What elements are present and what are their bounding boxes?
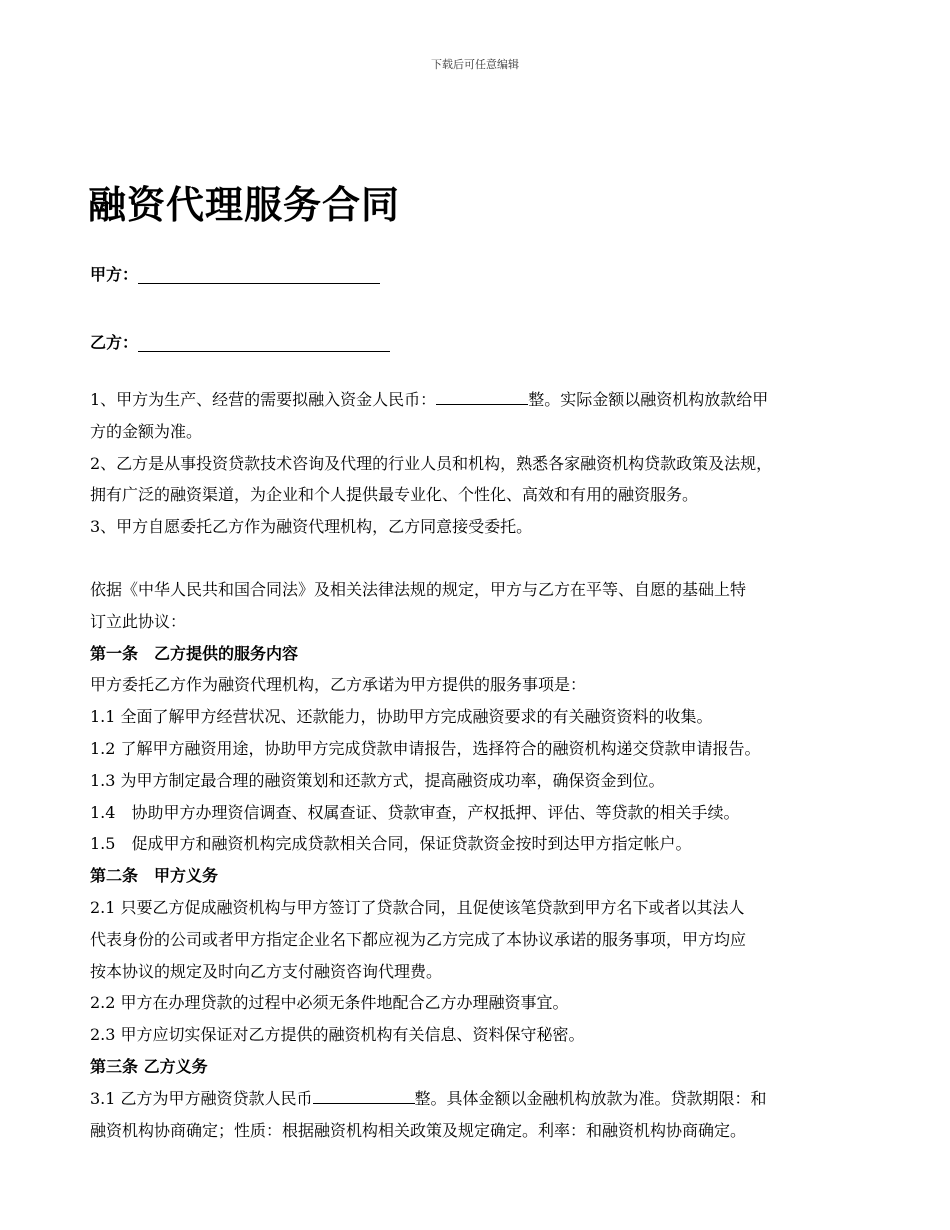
article-2-item-3: 2.3 甲方应切实保证对乙方提供的融资机构有关信息、资料保守秘密。 <box>90 1025 585 1045</box>
premise-2: 2、乙方是从事投资贷款技术咨询及代理的行业人员和机构，熟悉各家融资机构贷款政策及法规， <box>90 453 773 473</box>
article-2-item-2: 2.2 甲方在办理贷款的过程中必须无条件地配合乙方办理融资事宜。 <box>90 993 569 1013</box>
article-2-item-1-cont: 代表身份的公司或者甲方指定企业名下都应视为乙方完成了本协议承诺的服务事项，甲方均应 <box>90 929 747 949</box>
premise-1-text: 1、甲方为生产、经营的需要拟融入资金人民币： <box>90 390 437 409</box>
article-3-item-1-text-post: 整。具体金额以金融机构放款为准。贷款期限：和 <box>414 1088 767 1108</box>
amount-blank-1[interactable] <box>436 390 528 405</box>
article-3-item-1-text: 3.1 乙方为甲方融资贷款人民币 <box>90 1088 313 1108</box>
party-a-blank[interactable] <box>138 267 380 284</box>
header-note: 下载后可任意编辑 <box>431 58 519 71</box>
premise-1-cont: 方的金额为准。 <box>90 421 203 441</box>
party-a-label: 甲方： <box>90 265 139 284</box>
party-b-blank[interactable] <box>138 335 390 352</box>
article-2-item-1-cont: 按本协议的规定及时向乙方支付融资咨询代理费。 <box>90 961 443 981</box>
party-a-line <box>90 262 380 285</box>
article-1-item: 1.5 促成甲方和融资机构完成贷款相关合同，保证贷款资金按时到达甲方指定帐户。 <box>90 834 692 854</box>
premise-1-text-post: 整。实际金额以融资机构放款给甲 <box>528 390 769 409</box>
article-3-item-1-cont: 融资机构协商确定；性质：根据融资机构相关政策及规定确定。利率：和融资机构协商确定。 <box>90 1120 747 1140</box>
contract-body <box>90 384 880 1146</box>
document-title: 融资代理服务合同 <box>88 183 401 227</box>
article-1-item: 1.1 全面了解甲方经营状况、还款能力，协助甲方完成融资要求的有关融资资料的收集。 <box>90 707 713 727</box>
premise-3: 3、甲方自愿委托乙方作为融资代理机构，乙方同意接受委托。 <box>90 517 533 537</box>
party-b-line <box>90 330 390 353</box>
article-1-intro: 甲方委托乙方作为融资代理机构，乙方承诺为甲方提供的服务事项是： <box>90 675 587 695</box>
premise-2-cont: 拥有广泛的融资渠道，为企业和个人提供最专业化、个性化、高效和有用的融资服务。 <box>90 485 699 505</box>
article-1-heading: 第一条 乙方提供的服务内容 <box>90 643 299 663</box>
article-3-item-1 <box>90 1083 880 1115</box>
basis-line: 依据《中华人民共和国合同法》及相关法律法规的规定，甲方与乙方在平等、自愿的基础上特 <box>90 579 747 599</box>
party-b-label: 乙方： <box>90 333 139 352</box>
article-1-item: 1.2 了解甲方融资用途，协助甲方完成贷款申请报告，选择符合的融资机构递交贷款申请报告。 <box>90 738 761 758</box>
basis-line-cont: 订立此协议： <box>90 611 187 631</box>
article-3-heading: 第三条 乙方义务 <box>90 1056 208 1076</box>
article-2-item-1: 2.1 只要乙方促成融资机构与甲方签订了贷款合同，且促使该笔贷款到甲方名下或者以其法人 <box>90 897 745 917</box>
amount-blank-2[interactable] <box>313 1089 415 1104</box>
article-1-item: 1.3 为甲方制定最合理的融资策划和还款方式，提高融资成功率，确保资金到位。 <box>90 770 665 790</box>
article-2-heading: 第二条 甲方义务 <box>90 866 219 886</box>
article-1-item: 1.4 协助甲方办理资信调查、权属查证、贷款审查，产权抵押、评估、等贷款的相关手续。 <box>90 802 740 822</box>
premise-1 <box>90 384 880 416</box>
